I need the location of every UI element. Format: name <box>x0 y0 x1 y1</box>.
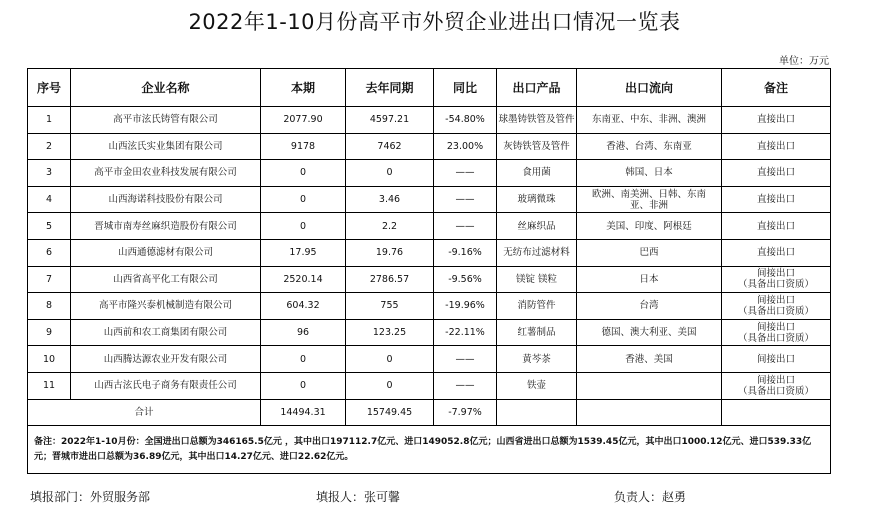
cell-remark <box>722 346 831 373</box>
cell-no: 7 <box>28 266 71 293</box>
total-last-year: 15749.45 <box>346 399 434 426</box>
cell-product: 镁锭 镁粒 <box>497 266 577 293</box>
cell-last-year: 0 <box>346 160 434 187</box>
total-empty-product <box>497 399 577 426</box>
header-product: 出口产品 <box>497 69 577 107</box>
total-label: 合计 <box>28 399 261 426</box>
total-current: 14494.31 <box>261 399 346 426</box>
table-row <box>28 186 831 213</box>
cell-last-year: 123.25 <box>346 319 434 346</box>
cell-destination <box>577 372 722 399</box>
trade-report-table <box>27 68 831 474</box>
cell-no: 11 <box>28 372 71 399</box>
header-destination: 出口流向 <box>577 69 722 107</box>
remark-line1: 直接出口 <box>756 247 795 259</box>
cell-company: 山西省高平化工有限公司 <box>71 266 261 293</box>
remark-line2: （具备出口资质） <box>737 385 814 397</box>
cell-last-year: 7462 <box>346 133 434 160</box>
cell-destination: 香港、美国 <box>577 346 722 373</box>
remark-line1: 间接出口 <box>756 294 795 306</box>
remark-line1: 间接出口 <box>756 374 795 386</box>
cell-last-year: 2786.57 <box>346 266 434 293</box>
cell-current: 2520.14 <box>261 266 346 293</box>
cell-current: 0 <box>261 213 346 240</box>
cell-product: 球墨铸铁管及管件 <box>497 107 577 134</box>
cell-product: 红薯制品 <box>497 319 577 346</box>
cell-remark <box>722 107 831 134</box>
cell-no: 5 <box>28 213 71 240</box>
cell-yoy: —— <box>434 346 497 373</box>
total-yoy: -7.97% <box>434 399 497 426</box>
table-row <box>28 372 831 399</box>
cell-remark <box>722 319 831 346</box>
footer-filler: 填报人：张可馨 <box>316 490 401 504</box>
cell-last-year: 3.46 <box>346 186 434 213</box>
cell-company: 山西泫氏实业集团有限公司 <box>71 133 261 160</box>
remark-line1: 间接出口 <box>756 353 795 365</box>
cell-company: 山西腾达源农业开发有限公司 <box>71 346 261 373</box>
cell-yoy: —— <box>434 160 497 187</box>
cell-yoy: -19.96% <box>434 293 497 320</box>
table-row <box>28 319 831 346</box>
cell-no: 3 <box>28 160 71 187</box>
cell-no: 1 <box>28 107 71 134</box>
cell-remark <box>722 239 831 266</box>
cell-destination: 美国、印度、阿根廷 <box>577 213 722 240</box>
cell-yoy: —— <box>434 186 497 213</box>
cell-company: 晋城市南寿丝麻织造股份有限公司 <box>71 213 261 240</box>
cell-destination: 韩国、日本 <box>577 160 722 187</box>
cell-company: 高平市金田农业科技发展有限公司 <box>71 160 261 187</box>
cell-no: 8 <box>28 293 71 320</box>
cell-no: 6 <box>28 239 71 266</box>
cell-yoy: 23.00% <box>434 133 497 160</box>
cell-product: 丝麻织品 <box>497 213 577 240</box>
cell-product: 玻璃微珠 <box>497 186 577 213</box>
cell-last-year: 4597.21 <box>346 107 434 134</box>
table-header-row <box>28 69 831 107</box>
cell-destination: 欧洲、南美洲、日韩、东南亚、非洲 <box>577 186 722 213</box>
table-row <box>28 266 831 293</box>
cell-yoy: —— <box>434 213 497 240</box>
footer-responsible: 负责人：赵勇 <box>614 490 687 504</box>
cell-no: 10 <box>28 346 71 373</box>
cell-yoy: -54.80% <box>434 107 497 134</box>
cell-last-year: 0 <box>346 346 434 373</box>
cell-remark <box>722 133 831 160</box>
header-yoy: 同比 <box>434 69 497 107</box>
cell-destination: 日本 <box>577 266 722 293</box>
header-company: 企业名称 <box>71 69 261 107</box>
cell-last-year: 755 <box>346 293 434 320</box>
cell-destination: 巴西 <box>577 239 722 266</box>
cell-destination: 台湾 <box>577 293 722 320</box>
total-row <box>28 399 831 426</box>
table-row <box>28 293 831 320</box>
cell-product: 食用菌 <box>497 160 577 187</box>
cell-current: 2077.90 <box>261 107 346 134</box>
header-last-year: 去年同期 <box>346 69 434 107</box>
cell-yoy: —— <box>434 372 497 399</box>
cell-company: 山西通德滤材有限公司 <box>71 239 261 266</box>
remark-line1: 直接出口 <box>756 194 795 206</box>
cell-remark <box>722 266 831 293</box>
cell-current: 0 <box>261 372 346 399</box>
cell-product: 消防管件 <box>497 293 577 320</box>
cell-product: 无纺布过滤材料 <box>497 239 577 266</box>
cell-current: 604.32 <box>261 293 346 320</box>
cell-company: 山西前和农工商集团有限公司 <box>71 319 261 346</box>
cell-product: 黄芩茶 <box>497 346 577 373</box>
total-empty-destination <box>577 399 722 426</box>
header-no: 序号 <box>28 69 71 107</box>
cell-last-year: 0 <box>346 372 434 399</box>
table-row <box>28 213 831 240</box>
remark-line2: （具备出口资质） <box>737 332 814 344</box>
cell-destination: 德国、澳大利亚、美国 <box>577 319 722 346</box>
cell-current: 96 <box>261 319 346 346</box>
note-row <box>28 426 831 474</box>
remark-line1: 直接出口 <box>756 167 795 179</box>
cell-current: 17.95 <box>261 239 346 266</box>
remark-line1: 直接出口 <box>756 140 795 152</box>
footer-department: 填报部门：外贸服务部 <box>30 490 151 504</box>
remark-line2: （具备出口资质） <box>737 305 814 317</box>
cell-yoy: -9.56% <box>434 266 497 293</box>
cell-last-year: 2.2 <box>346 213 434 240</box>
cell-remark <box>722 293 831 320</box>
cell-product: 灰铸铁管及管件 <box>497 133 577 160</box>
remark-line1: 间接出口 <box>756 268 795 280</box>
cell-current: 0 <box>261 346 346 373</box>
cell-remark <box>722 160 831 187</box>
cell-no: 9 <box>28 319 71 346</box>
cell-no: 4 <box>28 186 71 213</box>
cell-last-year: 19.76 <box>346 239 434 266</box>
header-current: 本期 <box>261 69 346 107</box>
cell-current: 0 <box>261 186 346 213</box>
cell-company: 山西古泫氏电子商务有限责任公司 <box>71 372 261 399</box>
header-remark: 备注 <box>722 69 831 107</box>
cell-yoy: -9.16% <box>434 239 497 266</box>
remark-line1: 直接出口 <box>756 220 795 232</box>
cell-company: 高平市泫氏铸管有限公司 <box>71 107 261 134</box>
table-row <box>28 160 831 187</box>
cell-current: 9178 <box>261 133 346 160</box>
unit-label: 单位：万元 <box>779 56 829 67</box>
total-empty-remark <box>722 399 831 426</box>
table-row <box>28 346 831 373</box>
table-row <box>28 133 831 160</box>
cell-company: 高平市隆兴泰机械制造有限公司 <box>71 293 261 320</box>
cell-company: 山西海诺科技股份有限公司 <box>71 186 261 213</box>
remark-line1: 间接出口 <box>756 321 795 333</box>
page-title: 2022年1-10月份高平市外贸企业进出口情况一览表 <box>188 10 681 34</box>
cell-remark <box>722 186 831 213</box>
remark-line2: （具备出口资质） <box>737 279 814 291</box>
cell-remark <box>722 372 831 399</box>
cell-yoy: -22.11% <box>434 319 497 346</box>
cell-no: 2 <box>28 133 71 160</box>
cell-remark <box>722 213 831 240</box>
table-row <box>28 239 831 266</box>
cell-current: 0 <box>261 160 346 187</box>
table-row <box>28 107 831 134</box>
cell-product: 铁壶 <box>497 372 577 399</box>
cell-destination: 东南亚、中东、非洲、澳洲 <box>577 107 722 134</box>
remark-line1: 直接出口 <box>756 114 795 126</box>
cell-destination: 香港、台湾、东南亚 <box>577 133 722 160</box>
note-text: 备注：2022年1-10月份：全国进出口总额为346165.5亿元 ，其中出口197112.7亿元、进口149052.8亿元；山西省进出口总额为1539.45亿元，其中出口1000.12亿元、进口539.33亿元；晋城市进出口总额为36.89亿元，其中出口14.27亿元、进口22.62亿元。 <box>28 426 831 474</box>
